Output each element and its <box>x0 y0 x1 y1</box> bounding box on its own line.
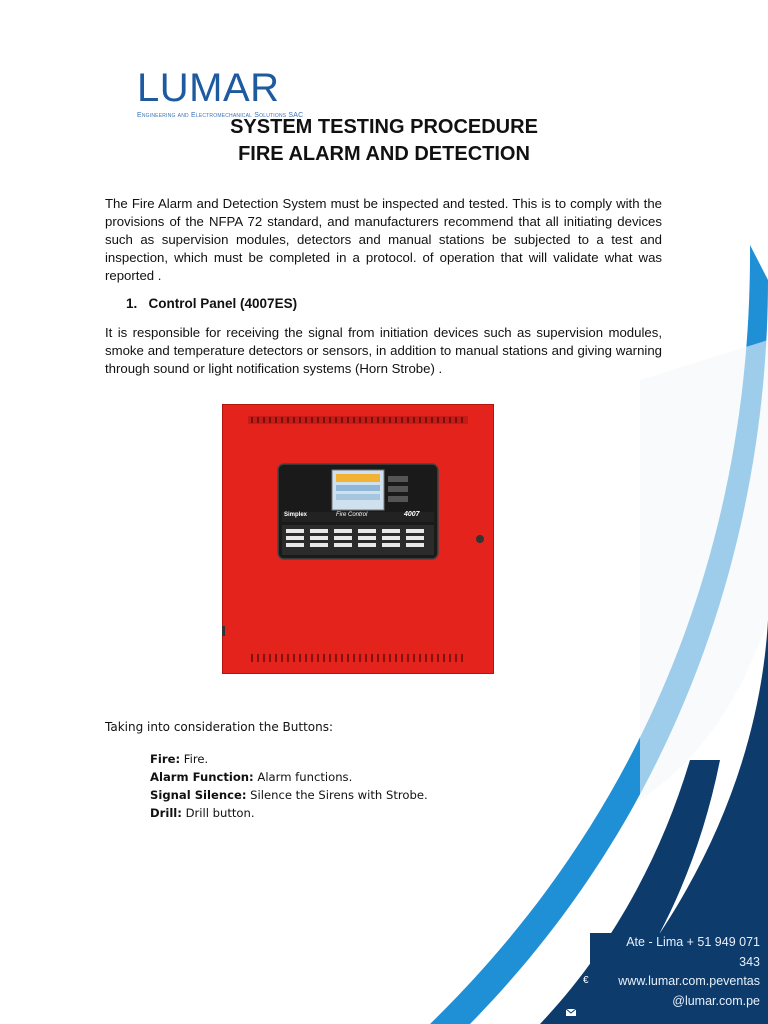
page-title-line2: FIRE ALARM AND DETECTION <box>238 143 530 165</box>
section-number: 1. <box>126 296 138 311</box>
section-title: Control Panel (4007ES) <box>148 296 298 311</box>
panel-product-label: Fire Control <box>336 512 368 518</box>
contact-web: www.lumar.com.peventas <box>618 974 760 988</box>
control-panel-image <box>222 404 494 674</box>
buttons-intro: Taking into consideration the Buttons: <box>105 720 334 734</box>
contact-email: @lumar.com.pe <box>672 993 760 1008</box>
section-1-paragraph: It is responsible for receiving the signal from initiation devices such as supervision modules, smoke and temperature detectors or sensors, in addition to manual stations and giving warning through sound or light notification systems (Horn Strobe) . <box>105 325 662 376</box>
section-1-heading <box>126 296 297 311</box>
list-item: Alarm Function: Alarm functions. <box>150 770 353 784</box>
contact-block <box>590 933 764 1024</box>
intro-paragraph: The Fire Alarm and Detection System must be inspected and tested. This is to comply with the provisions of the NFPA 72 standard, and manufacturers recommend that all initiating devices such as supervision modules, detectors and manual stations be subjected to a test and inspection, which must be completed in a protocol. of operation that will validate what was reported . <box>105 196 662 283</box>
list-item: Drill: Drill button. <box>150 806 255 820</box>
brand-logo: LUMAR <box>137 66 280 110</box>
mail-icon <box>565 1004 577 1022</box>
contact-phone-cont: 343 <box>739 954 760 969</box>
page-title-line1: SYSTEM TESTING PROCEDURE <box>230 116 538 138</box>
list-item: Fire: Fire. <box>150 752 209 766</box>
list-item: Signal Silence: Silence the Sirens with Strobe. <box>150 788 428 802</box>
panel-brand-label: Simplex <box>284 512 308 518</box>
buttons-list <box>150 750 428 822</box>
panel-model-label: 4007 <box>404 511 420 518</box>
globe-icon: € <box>583 975 589 986</box>
contact-address: Ate - Lima + 51 949 071 <box>626 935 760 949</box>
brand-tagline: Engineering and Electromechanical Solutions SAC <box>137 112 304 119</box>
